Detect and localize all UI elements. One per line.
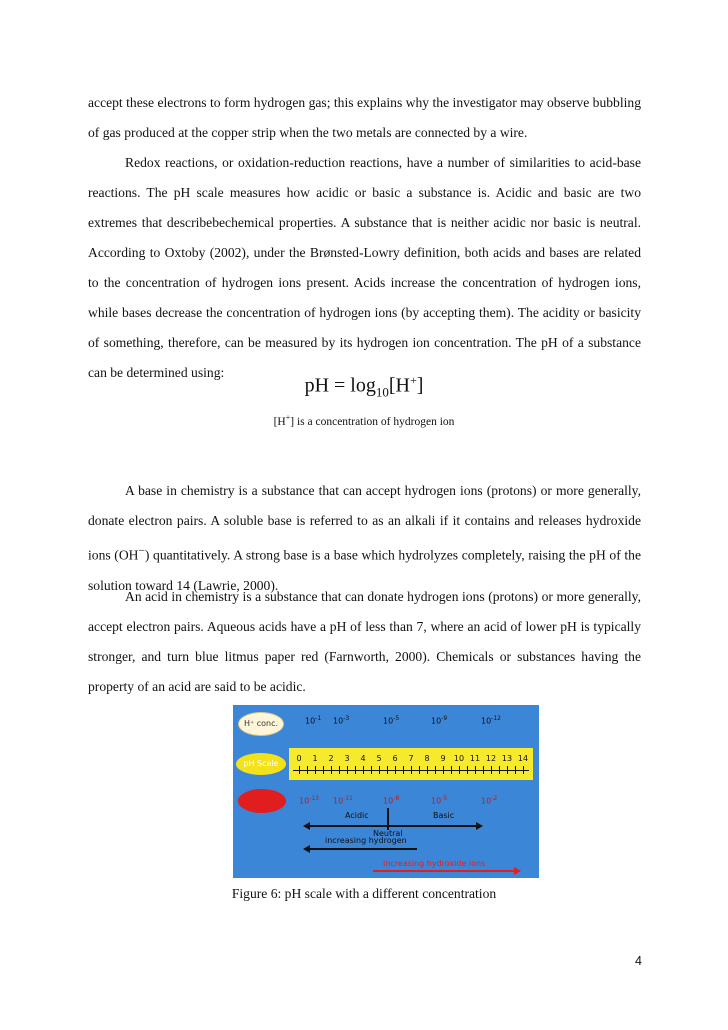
ph-number-12: 12 (485, 754, 497, 763)
ph-tick-24 (491, 766, 492, 774)
ph-number-14: 14 (517, 754, 529, 763)
ph-tick-3 (323, 766, 324, 774)
increasing-hydrogen-arrow-line (309, 848, 417, 850)
ph-scale-oval: pH Scale (236, 753, 286, 775)
oh-conc-value-3: $10^{-5}$ (431, 795, 448, 806)
oh-conc-value-4: $10^{-2}$ (481, 795, 498, 806)
oh-conc-value-1: $10^{-11}$ (333, 795, 353, 806)
ph-tick-28 (523, 766, 524, 774)
paragraph-4 (88, 582, 641, 702)
ph-tick-2 (315, 766, 316, 774)
ph-tick-10 (379, 766, 380, 774)
ph-tick-19 (451, 766, 452, 774)
ph-tick-17 (435, 766, 436, 774)
ph-number-10: 10 (453, 754, 465, 763)
ph-number-6: 6 (392, 754, 398, 763)
ph-tick-1 (307, 766, 308, 774)
formula-bracket-close: ] (416, 374, 424, 397)
ph-tick-13 (403, 766, 404, 774)
increasing-hydroxide-arrow-head (514, 867, 521, 875)
increasing-hydroxide-label: increasing hydroxide ions (383, 859, 486, 868)
ph-number-1: 1 (312, 754, 318, 763)
ph-tick-6 (347, 766, 348, 774)
paragraph-1 (88, 88, 641, 148)
ph-tick-27 (515, 766, 516, 774)
ph-tick-7 (355, 766, 356, 774)
paragraph-4-text: An acid in chemistry is a substance that can donate hydrogen ions (protons) or more generally, accept electron pairs. Aqueous acids have a pH of less than 7, where an acid of lower pH is typically stronger, and turn blue litmus paper red (Farnworth, 2000). Chemicals or substances having the property of an acid are said to be acidic. (88, 589, 641, 694)
acid-base-arrow-line (309, 825, 477, 827)
ph-number-5: 5 (376, 754, 382, 763)
increasing-hydrogen-label: increasing hydrogen (325, 836, 407, 845)
ph-number-4: 4 (360, 754, 366, 763)
paragraph-3-before: A base in chemistry is a substance that can accept hydrogen ions (protons) or more generally, donate electron pairs. A soluble base is referred to as an alkali if it contains and releases hydroxide ions (OH (88, 483, 641, 563)
acidic-label: Acidic (345, 811, 369, 820)
page-number: 4 (635, 954, 642, 968)
h-conc-value-2: $10^{-5}$ (383, 715, 400, 726)
oh-conc-value-0: $10^{-13}$ (299, 795, 319, 806)
formula-subscript: 10 (375, 384, 389, 400)
h-conc-value-1: $10^{-3}$ (333, 715, 350, 726)
ph-number-13: 13 (501, 754, 513, 763)
ph-tick-0 (299, 766, 300, 774)
paragraph-3-after: ) quantitatively. A strong base is a base which hydrolyzes completely, raising the pH of the solution toward 14 (Lawrie, 2000). (88, 547, 641, 593)
h-conc-value-3: $10^{-9}$ (431, 715, 448, 726)
formula-caption-rest: ] is a concentration of hydrogen ion (290, 415, 455, 428)
oh-conc-oval: OH⁻ conc. (238, 789, 286, 813)
ph-number-3: 3 (344, 754, 350, 763)
formula-caption-sup: + (285, 413, 291, 422)
ph-tick-23 (483, 766, 484, 774)
basic-arrow-head (476, 822, 483, 830)
ph-tick-26 (507, 766, 508, 774)
ph-number-2: 2 (328, 754, 334, 763)
ph-tick-5 (339, 766, 340, 774)
ph-tick-20 (459, 766, 460, 774)
h-conc-value-4: $10^{-12}$ (481, 715, 501, 726)
figure-caption: Figure 6: pH scale with a different concentration (231, 886, 497, 901)
paragraph-1-text: accept these electrons to form hydrogen gas; this explains why the investigator may observe bubbling of gas produced at the copper strip when the two metals are connected by a wire. (88, 95, 641, 140)
formula-bracket-open: [H (388, 374, 410, 397)
ph-number-11: 11 (469, 754, 481, 763)
basic-label: Basic (433, 811, 455, 820)
ph-tick-4 (331, 766, 332, 774)
ph-tick-12 (395, 766, 396, 774)
ph-tick-21 (467, 766, 468, 774)
paragraph-2-text: Redox reactions, or oxidation-reduction reactions, have a number of similarities to acid-base reactions. The pH scale measures how acidic or basic a substance is. Acidic and basic are two extremes that describebechemical properties. A substance that is neither acidic nor basic is neutral. According to Oxtoby (2002), under the Brønsted-Lowry definition, both acids and bases are related to the concentration of hydrogen ions present. Acids increase the concentration of hydrogen ions, while bases decrease the concentration of hydrogen ions (by accepting them). The acidity or basicity of something, therefore, can be measured by its hydrogen ion concentration. The pH of a substance can be determined using: (88, 155, 641, 380)
ph-tick-8 (363, 766, 364, 774)
formula-caption (0, 410, 728, 430)
oh-conc-value-2: $10^{-8}$ (383, 795, 400, 806)
ph-scale-figure (233, 705, 539, 878)
ph-tick-25 (499, 766, 500, 774)
ph-tick-15 (419, 766, 420, 774)
ph-tick-18 (443, 766, 444, 774)
neutral-label: Neutral (373, 829, 403, 838)
ph-tick-22 (475, 766, 476, 774)
increasing-hydroxide-arrow-line (373, 870, 515, 872)
paragraph-2 (88, 148, 641, 388)
ph-tick-9 (371, 766, 372, 774)
formula-lhs: pH = log (304, 374, 376, 397)
ph-tick-11 (387, 766, 388, 774)
ph-number-8: 8 (424, 754, 430, 763)
formula-superscript: + (409, 373, 417, 387)
ph-tick-16 (427, 766, 428, 774)
formula-caption-open: [H (273, 415, 286, 428)
h-conc-value-0: $10^{-1}$ (305, 715, 322, 726)
ph-number-9: 9 (440, 754, 446, 763)
ph-tick-14 (411, 766, 412, 774)
ph-scale-bar (289, 748, 533, 780)
ph-number-7: 7 (408, 754, 414, 763)
paragraph-3-sup: − (138, 545, 145, 557)
ph-number-0: 0 (296, 754, 302, 763)
h-conc-oval: H⁺ conc. (238, 712, 284, 736)
ph-formula (0, 365, 728, 408)
